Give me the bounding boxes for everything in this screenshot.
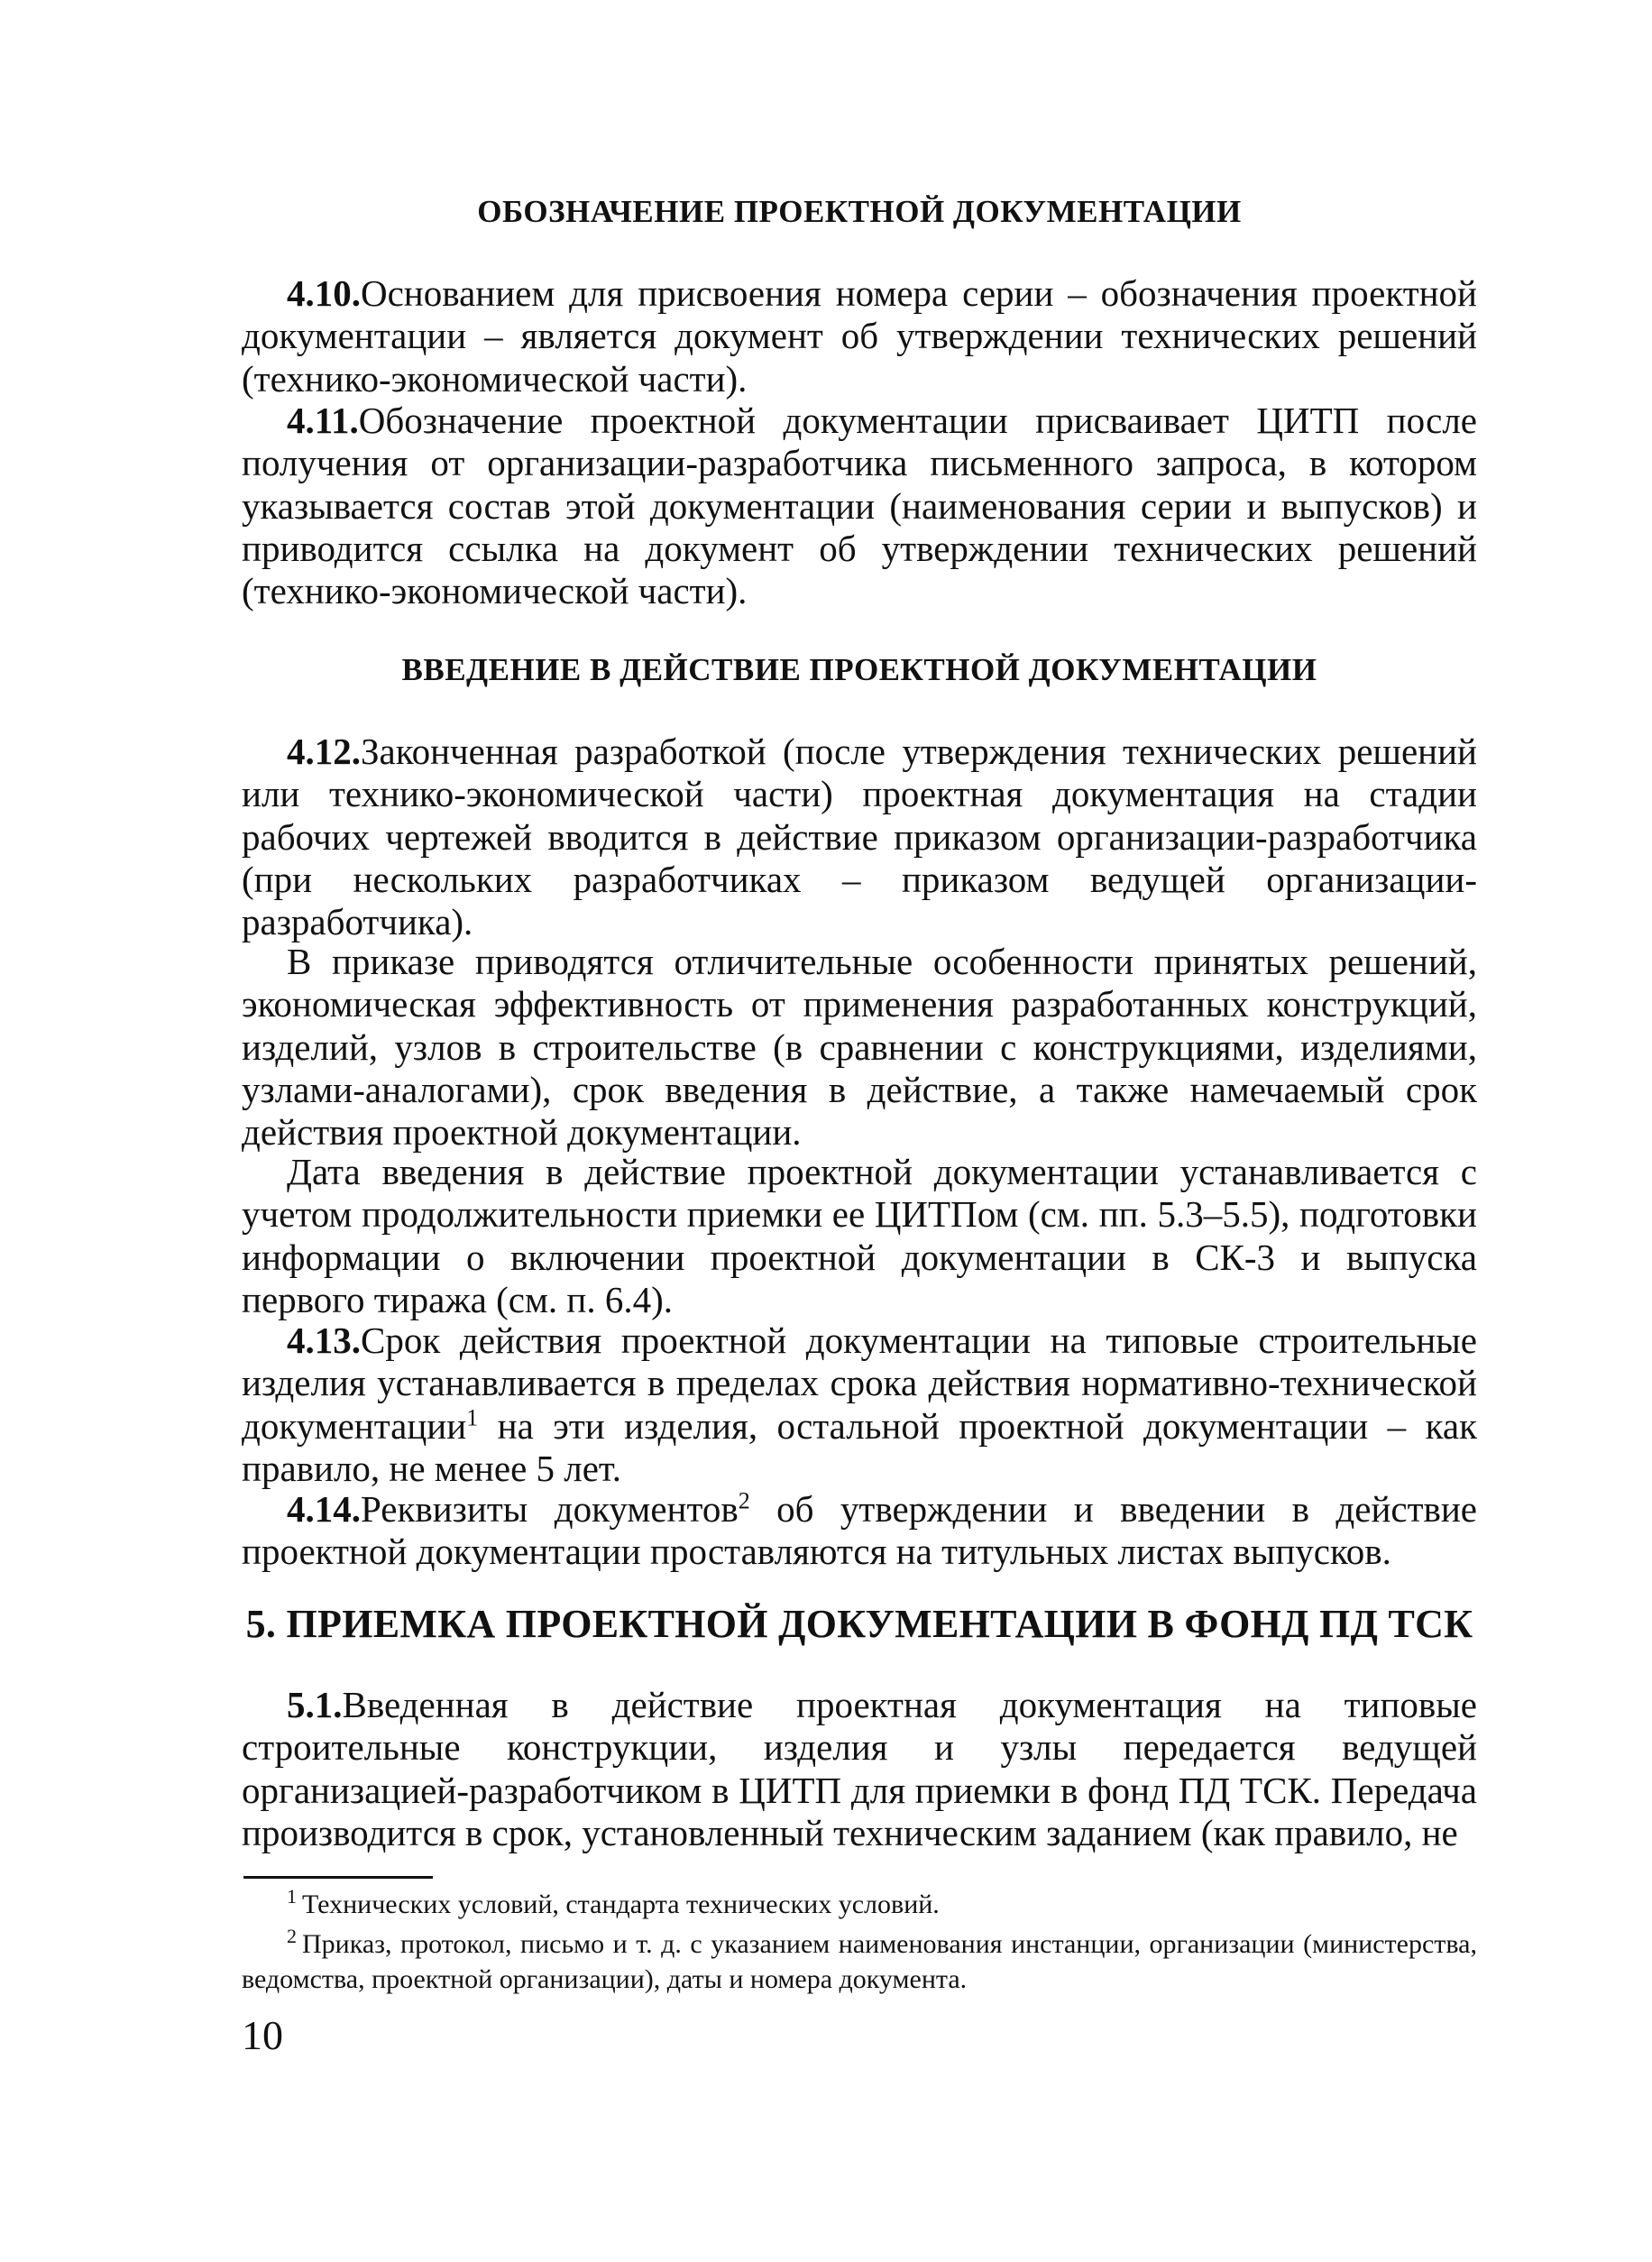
paragraph-text: Срок действия проектной документации на типовые строительные изделия устанавливается в пределах срока действия нормативно-технической документации (242, 1320, 1477, 1447)
paragraph-text: Введенная в действие проектная документация на типовые строительные конструкции, изделия и узлы передается ведущей организацией-разработчиком в ЦИТП для приемки в фонд ПД ТСК. Передача производится в срок, установленный техническим заданием (как правило, не (242, 1684, 1477, 1853)
section-heading-enactment: ВВЕДЕНИЕ В ДЕЙСТВИЕ ПРОЕКТНОЙ ДОКУМЕНТАЦИИ (401, 652, 1317, 687)
footnote-divider (243, 1876, 433, 1879)
paragraph-5-1 (242, 1684, 1477, 1854)
paragraph-text: об утверждении и введении в действие проектной документации проставляются на титульных листах выпусков. (242, 1488, 1478, 1573)
footnote-text: Технических условий, стандарта технических условий. (302, 1890, 940, 1919)
footnote-ref: 1 (466, 1403, 479, 1430)
paragraph-4-12-date: Дата введения в действие проектной документации устанавливается с учетом продолжительности приемки ее ЦИТПом (см. пп. 5.3–5.5), подготовки информации о включении проектной документации в СК-3 и выпуска первого тиража (см. п. 6.4). (242, 1151, 1477, 1320)
paragraph-text: Реквизиты документов (361, 1488, 739, 1530)
footnote-ref: 2 (738, 1487, 750, 1514)
paragraph-4-12 (242, 731, 1477, 943)
paragraph-text: Основанием для присвоения номера серии – обозначения проектной документации – является документ об утверждении технических решений (технико-экономической части). (242, 272, 1477, 400)
chapter-heading-5: 5. ПРИЕМКА ПРОЕКТНОЙ ДОКУМЕНТАЦИИ В ФОНД ПД ТСК (245, 1602, 1473, 1646)
footnote-text: Приказ, протокол, письмо и т. д. с указанием наименования инстанции, организации (министерства, ведомства, проектной организации), даты и номера документа. (242, 1929, 1477, 1994)
paragraph-number: 4.11. (287, 400, 359, 441)
paragraph-4-12-order: В приказе приводятся отличительные особенности принятых решений, экономическая эффективность от применения разработанных конструкций, изделий, узлов в строительстве (в сравнении с конструкциями, изделиями, узлами-аналогами), срок введения в действие, а также намечаемый срок действия проектной документации. (242, 941, 1477, 1154)
paragraph-text: на эти изделия, остальной проектной документации – как правило, не менее 5 лет. (242, 1404, 1477, 1489)
paragraph-number: 4.14. (287, 1488, 361, 1530)
paragraph-text: Обозначение проектной документации присваивает ЦИТП после получения от организации-разработчика письменного запроса, в котором указывается состав этой документации (наименования серии и выпусков) и приводится ссылка на документ об утверждении технических решений (технико-экономической части). (242, 400, 1477, 612)
paragraph-4-14 (242, 1488, 1477, 1574)
paragraph-number: 4.12. (287, 731, 361, 772)
page-number: 10 (242, 2012, 283, 2058)
paragraph-4-10 (242, 272, 1477, 400)
paragraph-4-11 (242, 400, 1477, 612)
paragraph-4-13 (242, 1320, 1477, 1490)
paragraph-number: 4.13. (287, 1320, 361, 1361)
paragraph-number: 4.10. (287, 272, 361, 314)
paragraph-number: 5.1. (287, 1684, 343, 1725)
footnote-2 (242, 1926, 1477, 1997)
paragraph-text: Законченная разработкой (после утверждения технических решений или технико-экономической части) проектная документация на стадии рабочих чертежей вводится в действие приказом организации-разработчика (при нескольких разработчиках – приказом ведущей организации-разработчика). (242, 731, 1477, 943)
footnote-mark: 2 (287, 1925, 297, 1947)
section-heading-designation: ОБОЗНАЧЕНИЕ ПРОЕКТНОЙ ДОКУМЕНТАЦИИ (477, 194, 1242, 229)
footnote-1 (242, 1887, 1477, 1922)
footnote-mark: 1 (287, 1885, 297, 1908)
